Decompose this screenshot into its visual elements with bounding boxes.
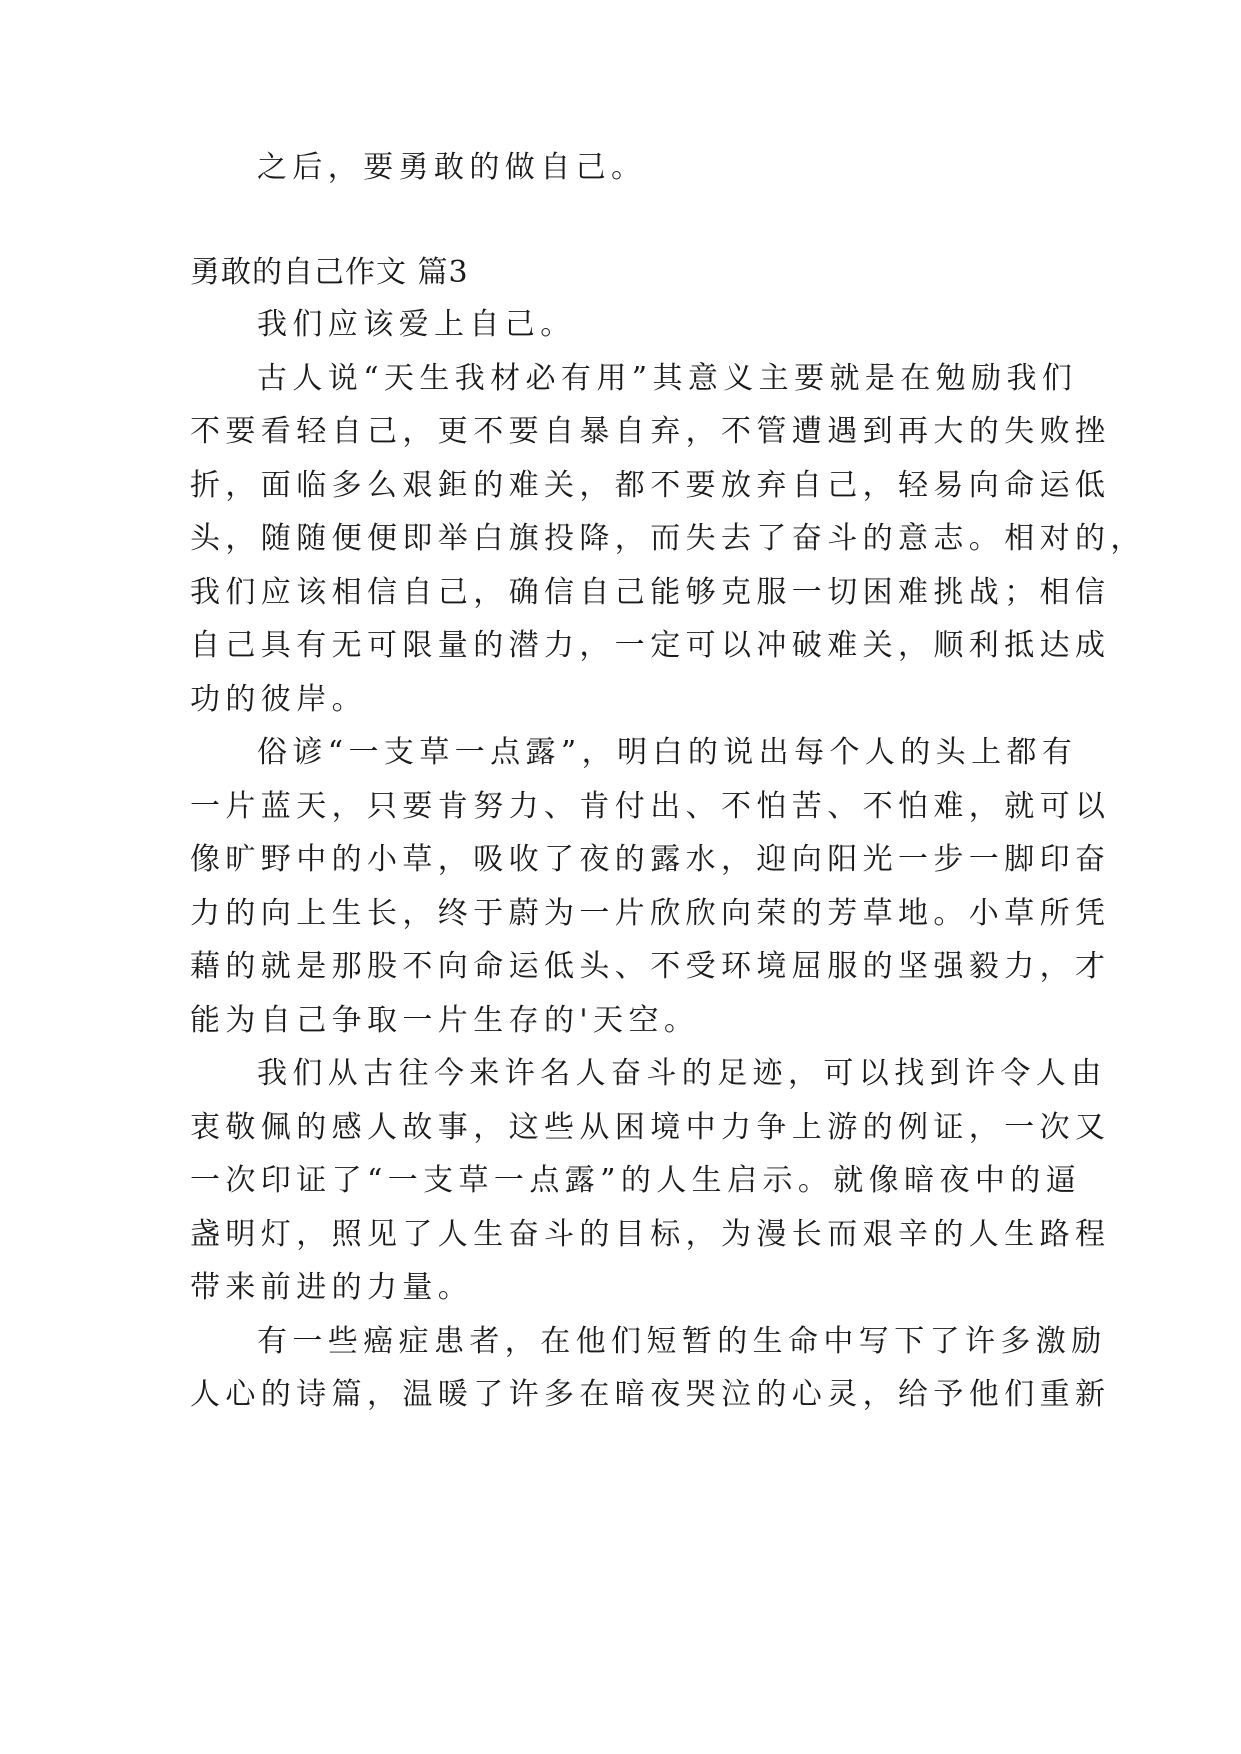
text-line: 自己具有无可限量的潜力，一定可以冲破难关，顺利抵达成 xyxy=(190,628,1111,663)
text-line: 能为自己争取一片生存的'天空。 xyxy=(190,1003,700,1038)
text-line: 衷敬佩的感人故事，这些从困境中力争上游的例证，一次又 xyxy=(190,1110,1111,1145)
text-line: 折，面临多么艰鉅的难关，都不要放弃自己，轻易向命运低 xyxy=(190,468,1111,503)
text-line: 带来前进的力量。 xyxy=(190,1270,474,1305)
text-line: 藉的就是那股不向命运低头、不受环境屈服的坚强毅力，才 xyxy=(190,949,1111,984)
text-line: 俗谚“一支草一点露”，明白的说出每个人的头上都有 xyxy=(257,735,1078,770)
text-line: 一次印证了“一支草一点露”的人生启示。就像暗夜中的逼 xyxy=(190,1163,1082,1198)
text-line: 不要看轻自己，更不要自暴自弃，不管遭遇到再大的失败挫 xyxy=(190,414,1111,449)
text-line: 我们从古往今来许名人奋斗的足迹，可以找到许令人由 xyxy=(257,1056,1107,1091)
text-line: 古人说“天生我材必有用”其意义主要就是在勉励我们 xyxy=(257,361,1078,396)
text-line: 像旷野中的小草，吸收了夜的露水，迎向阳光一步一脚印奋 xyxy=(190,842,1111,877)
text-line: 我们应该相信自己，确信自己能够克服一切困难挑战；相信 xyxy=(190,575,1111,610)
text-line: 我们应该爱上自己。 xyxy=(257,307,576,342)
text-line: 功的彼岸。 xyxy=(190,682,367,717)
text-line: 盏明灯，照见了人生奋斗的目标，为漫长而艰辛的人生路程 xyxy=(190,1217,1111,1252)
section-heading: 勇敢的自己作文 篇3 xyxy=(190,255,469,290)
text-line: 人心的诗篇，温暖了许多在暗夜哭泣的心灵，给予他们重新 xyxy=(190,1377,1111,1412)
text-line: 有一些癌症患者，在他们短暂的生命中写下了许多激励 xyxy=(257,1324,1107,1359)
text-line: 力的向上生长，终于蔚为一片欣欣向荣的芳草地。小草所凭 xyxy=(190,896,1111,931)
text-line: 之后，要勇敢的做自己。 xyxy=(257,150,647,185)
text-line: 头，随随便便即举白旗投降，而失去了奋斗的意志。相对的， xyxy=(190,521,1146,556)
text-line: 一片蓝天，只要肯努力、肯付出、不怕苦、不怕难，就可以 xyxy=(190,789,1111,824)
